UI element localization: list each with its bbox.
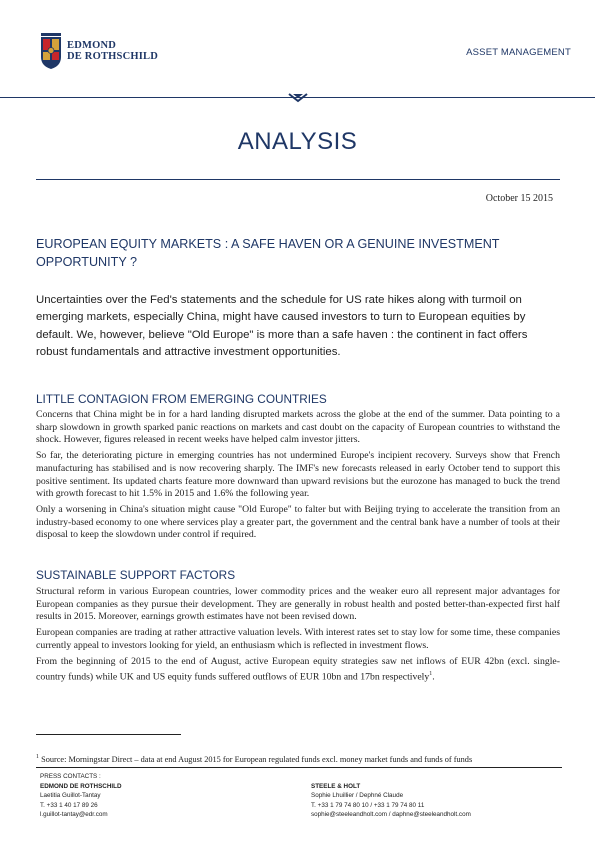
section-title-support: SUSTAINABLE SUPPORT FACTORS xyxy=(36,568,236,582)
contact-phones: T. +33 1 79 74 80 10 / +33 1 79 74 80 11 xyxy=(311,801,425,809)
paragraph-text: From the beginning of 2015 to the end of August, active European equity strategies saw net inflows of EUR 42bn (excl. single-country funds) while UK and US equity funds suffered outflows of EUR 10bn and 17bn respectively xyxy=(36,655,560,683)
footnote xyxy=(36,754,566,764)
press-contacts-left xyxy=(40,772,122,820)
footnote-reference[interactable]: 1 xyxy=(429,671,433,678)
paragraph: Concerns that China might be in for a hard landing disrupted markets across the globe at the end of the summer. Data pointing to a sharp slowdown in growth sparked panic reactions on markets and cast doubt on the capacity of European countries to withstand the shock. However, figures released in recent weeks have helped calm investor jitters. xyxy=(36,409,560,446)
paragraph: European companies are trading at rather attractive valuation levels. With interest rates set to stay low for some time, these companies currently appeal to investors looking for yield, an enthusiasm which is reflected in investment flows. xyxy=(36,627,560,651)
press-contacts-label: PRESS CONTACTS : xyxy=(40,773,101,780)
footnote-divider xyxy=(36,734,181,735)
section-body-contagion xyxy=(36,409,560,545)
title-divider xyxy=(36,179,560,180)
publication-date: October 15 2015 xyxy=(485,193,553,204)
press-contacts-right xyxy=(311,782,471,819)
contact-emails[interactable]: sophie@steeleandholt.com / daphne@steeleandholt.com xyxy=(311,810,471,818)
paragraph: From the beginning of 2015 to the end of August, active European equity strategies saw net inflows of EUR 42bn (excl. single-country funds) while UK and US equity funds suffered outflows of EUR 10bn and 17bn respectively$^1$. xyxy=(36,655,560,683)
contact-email[interactable]: l.guillot-tantay@edr.com xyxy=(40,811,108,819)
paragraph: So far, the deteriorating picture in emerging countries has not undermined Europe's incipient recovery. Surveys show that French manufacturing has stabilised and is now recovering sharply. The IMF's new forecasts released in early October tend to support this positive sentiment. Its updated charts feature more downward than upward revisions but the eurozone has managed to buck the trend with growth forecast to hit 1.5% in 2015 and 1.6% the following year. xyxy=(36,450,560,500)
brand-logo xyxy=(40,33,158,69)
brand-name-line2: DE ROTHSCHILD xyxy=(67,51,158,62)
article-intro: Uncertainties over the Fed's statements and the schedule for US rate hikes along with turmoil on emerging markets, especially China, might have caused investors to turn to European equities by default. We, however, believe "Old Europe" is more than a safe haven : the continent in fact offers robust fundamentals and attractive investment opportunities. xyxy=(36,294,528,358)
brand-name-line1: EDMOND xyxy=(67,39,117,51)
article-headline: EUROPEAN EQUITY MARKETS : A SAFE HAVEN OR A GENUINE INVESTMENT OPPORTUNITY ? xyxy=(36,237,500,269)
paragraph: Only a worsening in China's situation might cause "Old Europe" to falter but with Beijing trying to accelerate the transition from an industry-based economy to one where services play a greater part, the government and the central bank have a number of tools at their disposal to keep the slowdown under control if required. xyxy=(36,503,560,541)
contact-phone: T. +33 1 40 17 89 26 xyxy=(40,801,98,809)
chevron-down-icon xyxy=(288,93,308,103)
crest-icon xyxy=(40,33,62,69)
contact-name: Laetitia Guillot-Tantay xyxy=(40,792,101,800)
page-title: ANALYSIS xyxy=(237,128,358,155)
section-title-contagion: LITTLE CONTAGION FROM EMERGING COUNTRIES xyxy=(36,392,327,406)
footer-divider xyxy=(36,767,562,768)
contact-org: STEELE & HOLT xyxy=(311,783,361,790)
footnote-text: Source: Morningstar Direct – data at end August 2015 for European regulated funds excl. money market funds and funds of funds xyxy=(41,754,473,764)
paragraph: Structural reform in various European countries, lower commodity prices and the weaker euro all represent major advantages for European companies as they pursue their development. They are generally in robust health and posted better-than-expected first half results in 2015. Moreover, earnings growth estimates have not been revised down. xyxy=(36,586,560,623)
contact-org: EDMOND DE ROTHSCHILD xyxy=(40,782,122,790)
footnote-marker: 1 xyxy=(36,754,39,760)
division-label: ASSET MANAGEMENT xyxy=(466,47,571,58)
section-body-support xyxy=(36,586,560,687)
contact-names: Sophie Lhuillier / Dephné Claude xyxy=(311,792,404,800)
